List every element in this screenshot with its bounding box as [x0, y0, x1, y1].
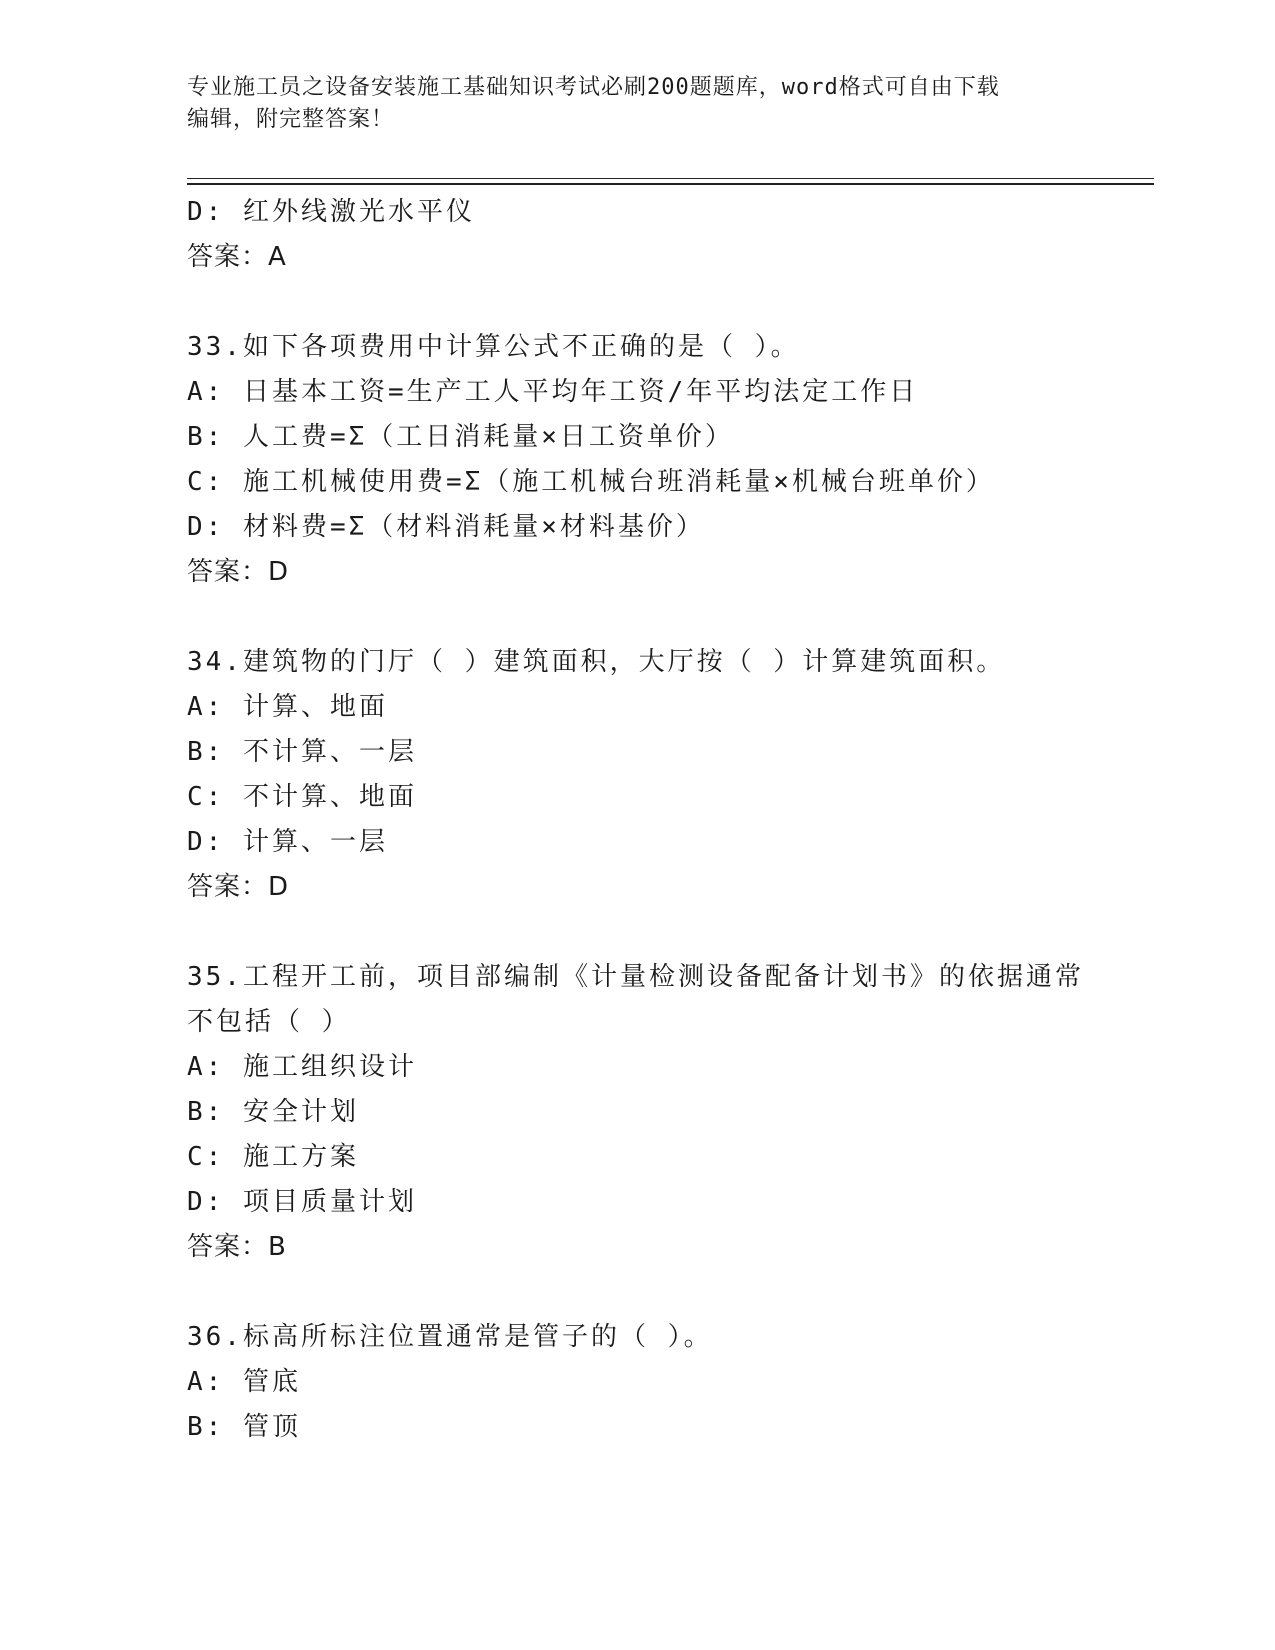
option-c: C: 不计算、地面 — [187, 782, 417, 812]
option-b: B: 不计算、一层 — [187, 737, 417, 767]
header-divider-thin — [187, 178, 1154, 179]
answer-label: 答案：D — [187, 557, 290, 587]
option-b: B: 人工费=Σ（工日消耗量×日工资单价） — [187, 422, 734, 452]
option-a: A: 日基本工资=生产工人平均年工资/年平均法定工作日 — [187, 377, 919, 407]
header-line-1: 专业施工员之设备安装施工基础知识考试必刷200题题库，word格式可自由下载 — [187, 75, 1000, 100]
option-d: D: 计算、一层 — [187, 827, 388, 857]
question-stem-line-2: 不包括（ ） — [187, 1007, 351, 1037]
answer-label: 答案：B — [187, 1232, 287, 1262]
header-divider-thick — [187, 183, 1154, 185]
question-stem: 33.如下各项费用中计算公式不正确的是（ ）。 — [187, 332, 800, 362]
question-stem: 36.标高所标注位置通常是管子的（ ）。 — [187, 1322, 713, 1352]
document-header — [187, 72, 1067, 136]
option-b: B: 安全计划 — [187, 1097, 359, 1127]
option-c: C: 施工机械使用费=Σ（施工机械台班消耗量×机械台班单价） — [187, 467, 995, 497]
option-a: A: 施工组织设计 — [187, 1052, 417, 1082]
question-content — [187, 190, 1147, 1450]
option-c: C: 施工方案 — [187, 1142, 359, 1172]
option-d: D: 材料费=Σ（材料消耗量×材料基价） — [187, 512, 705, 542]
question-stem-line-1: 35.工程开工前，项目部编制《计量检测设备配备计划书》的依据通常 — [187, 962, 1084, 992]
answer-label: 答案：A — [187, 242, 287, 272]
option-a: A: 计算、地面 — [187, 692, 388, 722]
answer-label: 答案：D — [187, 872, 290, 902]
option-a: A: 管底 — [187, 1367, 301, 1397]
header-line-2: 编辑，附完整答案！ — [187, 107, 395, 132]
option-b: B: 管顶 — [187, 1412, 301, 1442]
option-d: D: 项目质量计划 — [187, 1187, 417, 1217]
option-d: D: 红外线激光水平仪 — [187, 197, 475, 227]
question-stem: 34.建筑物的门厅（ ）建筑面积，大厅按（ ）计算建筑面积。 — [187, 647, 1006, 677]
